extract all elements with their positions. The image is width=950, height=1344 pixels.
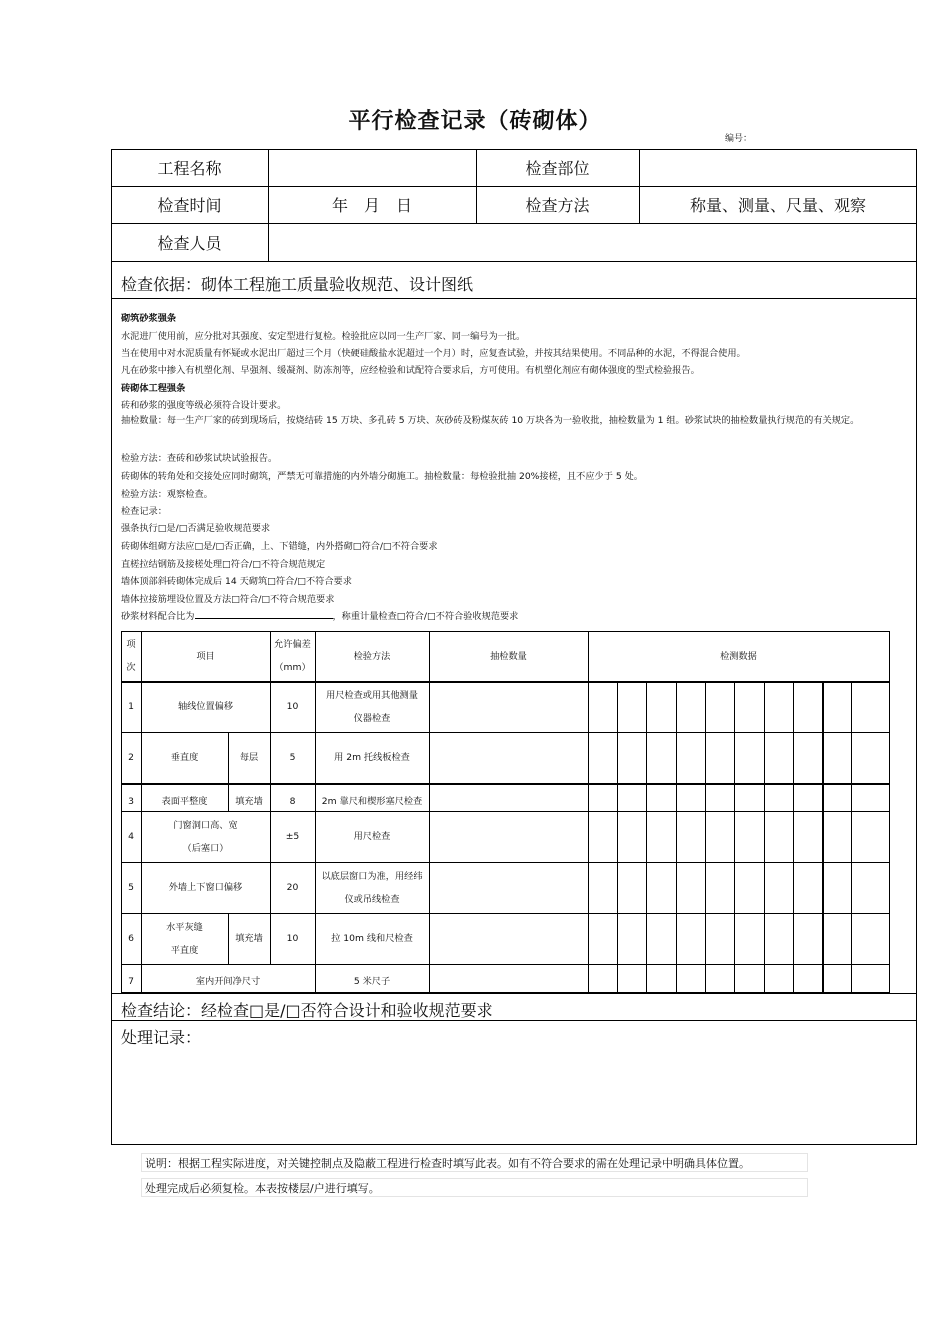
grid-line	[617, 681, 618, 992]
row-item-line1: 水平灰缝	[166, 921, 203, 933]
serial-number-label: 编号：	[725, 134, 753, 144]
col-header-no-line2: 次	[126, 662, 136, 673]
checklist-item[interactable]: 强条执行□是/□否满足验收规范要求	[121, 523, 271, 534]
grid-line	[734, 681, 735, 992]
footer-note: 处理完成后必须复检。本表按楼层/户进行填写。	[141, 1178, 808, 1197]
row-method-line1: 用尺检查或用其他测量	[326, 689, 418, 701]
grid-line	[588, 631, 589, 992]
body-text: 砖和砂浆的强度等级必须符合设计要求。	[121, 400, 287, 411]
row-number: 4	[128, 831, 134, 842]
col-header-tolerance-line2: （mm）	[274, 662, 311, 673]
row-method: 拉 10m 线和尺检查	[331, 933, 413, 944]
check-method-label: 检查方法	[525, 196, 590, 215]
row-method	[315, 862, 429, 913]
row-item	[141, 811, 270, 862]
row-item: 垂直度	[170, 752, 199, 763]
grid-line	[429, 631, 430, 992]
body-text: 当在使用中对水泥质量有怀疑或水泥出厂超过三个月（快硬硅酸盐水泥超过一个月）时，应复查试验，并按其结果使用。不同品种的水泥，不得混合使用。	[121, 348, 746, 359]
row-number: 6	[128, 933, 134, 944]
col-header-no	[121, 631, 141, 681]
row-number: 3	[128, 795, 134, 807]
row-method: 用 2m 托线板检查	[334, 752, 410, 763]
inspection-basis: 检查依据：砌体工程施工质量验收规范、设计图纸	[121, 275, 474, 294]
row-number: 5	[128, 882, 134, 893]
col-header-sample: 抽检数量	[490, 650, 527, 662]
divider	[111, 298, 917, 299]
col-header-tolerance	[270, 631, 315, 681]
body-text: 检验方法：观察检查。	[121, 489, 213, 500]
section-heading: 砌筑砂浆强条	[121, 313, 177, 324]
row-subitem: 每层	[239, 752, 259, 763]
inspection-conclusion: 检查结论：经检查□是/□否符合设计和验收规范要求	[121, 1001, 493, 1020]
row-item-line2: 平直度	[170, 944, 199, 956]
divider	[111, 993, 917, 994]
checklist-item[interactable]: 墙体拉接筋埋设位置及方法□符合/□不符合规范要求	[121, 594, 335, 605]
row-item-line1: 门窗洞口高、宽	[173, 819, 238, 831]
row-method-line1: 以底层窗口为准，用经纬	[321, 870, 423, 882]
row-tolerance: 10	[286, 933, 299, 944]
row-method: 2m 靠尺和楔形塞尺检查	[321, 795, 423, 807]
row-tolerance: 10	[286, 701, 299, 712]
body-text: 检查记录：	[121, 506, 167, 517]
row-method-line2: 仪或吊线检查	[344, 893, 400, 905]
grid-line	[705, 681, 706, 992]
col-header-tolerance-line1: 允许偏差	[274, 639, 311, 650]
row-method-line2: 仪器检查	[353, 712, 391, 724]
grid-line	[851, 681, 852, 992]
project-name-label: 工程名称	[157, 159, 222, 178]
mortar-ratio-prefix: 砂浆材料配合比为	[121, 611, 195, 622]
divider	[111, 261, 917, 262]
col-header-data: 检测数据	[720, 650, 757, 662]
check-location-field[interactable]	[639, 149, 917, 186]
row-number: 1	[128, 701, 134, 712]
handling-record-field[interactable]	[112, 1048, 916, 1144]
col-header-item: 项目	[196, 650, 215, 662]
row-method: 5 米尺子	[353, 976, 391, 987]
row-item: 室内开间净尺寸	[195, 976, 261, 987]
mortar-ratio-field[interactable]	[195, 610, 333, 619]
body-text: 水泥进厂使用前，应分批对其强度、安定型进行复检。检验批应以同一生产厂家、同一编号为一批。	[121, 331, 526, 342]
row-subitem: 填充墙	[235, 795, 263, 807]
grid-line	[121, 964, 890, 965]
body-text: 检验方法：查砖和砂浆试块试验报告。	[121, 453, 278, 464]
row-item: 轴线位置偏移	[177, 701, 234, 712]
inspection-table	[121, 631, 890, 993]
inspector-field[interactable]	[268, 223, 917, 261]
body-text: 凡在砂浆中掺入有机塑化剂、早强剂、缓凝剂、防冻剂等，应经检验和试配符合要求后，方可使用。有机塑化剂应有砌体强度的型式检验报告。	[121, 365, 700, 376]
page-title: 平行检查记录（砖砌体）	[348, 109, 602, 134]
check-location-label: 检查部位	[525, 159, 590, 178]
footer-note: 说明：根据工程实际进度，对关键控制点及隐蔽工程进行检查时填写此表。如有不符合要求的需在处理记录中明确具体位置。	[141, 1153, 808, 1172]
mortar-ratio-line	[121, 608, 518, 622]
row-method	[315, 681, 429, 732]
check-method-value: 称量、测量、尺量、观察	[689, 196, 866, 215]
section-heading: 砖砌体工程强条	[121, 383, 186, 394]
checklist-item[interactable]: 砖砌体组砌方法应□是/□否正确，上、下错缝，内外搭砌□符合/□不符合要求	[121, 541, 438, 552]
grid-line	[822, 681, 824, 992]
handling-record-label: 处理记录：	[121, 1028, 202, 1047]
row-item-line2: （后塞口）	[182, 842, 229, 854]
grid-line	[793, 681, 794, 992]
checklist-item[interactable]: 直槎拉结钢筋及接槎处理□符合/□不符合规范规定	[121, 559, 326, 570]
col-header-no-line1: 项	[126, 639, 136, 650]
project-name-field[interactable]	[268, 149, 476, 186]
grid-line	[676, 681, 677, 992]
row-item: 表面平整度	[161, 795, 208, 807]
row-tolerance: 5	[289, 752, 296, 763]
checklist-item[interactable]: 墙体顶部斜砖砌体完成后 14 天砌筑□符合/□不符合要求	[121, 576, 352, 587]
row-item: 外墙上下窗口偏移	[168, 882, 243, 893]
grid-line	[889, 631, 890, 992]
col-header-method: 检验方法	[353, 650, 391, 662]
row-number: 2	[128, 752, 134, 763]
grid-line	[764, 681, 765, 992]
inspector-label: 检查人员	[157, 233, 222, 253]
grid-line	[646, 681, 647, 992]
row-tolerance: 8	[289, 795, 296, 807]
check-time-field[interactable]: 年 月 日	[331, 196, 412, 215]
row-method: 用尺检查	[353, 831, 391, 842]
body-text: 砖砌体的转角处和交接处应同时砌筑，严禁无可靠措施的内外墙分砌施工。抽检数量：每检验批抽 20%接槎，且不应少于 5 处。	[121, 471, 643, 482]
row-tolerance: 20	[286, 882, 299, 893]
row-item	[141, 913, 228, 964]
row-subitem: 填充墙	[235, 933, 263, 944]
mortar-ratio-suffix: ，称重计量检查□符合/□不符合验收规范要求	[332, 611, 519, 622]
check-time-label: 检查时间	[157, 196, 222, 215]
body-text: 抽检数量：每一生产厂家的砖到现场后，按烧结砖 15 万块、多孔砖 5 万块、灰砂砖及粉煤灰砖 10 万块各为一验收批，抽检数量为 1 组。砂浆试块的抽检数量执行规范的有关规定。	[121, 415, 860, 426]
row-tolerance: ±5	[285, 831, 300, 842]
row-number: 7	[128, 976, 134, 987]
grid-line	[121, 783, 890, 785]
